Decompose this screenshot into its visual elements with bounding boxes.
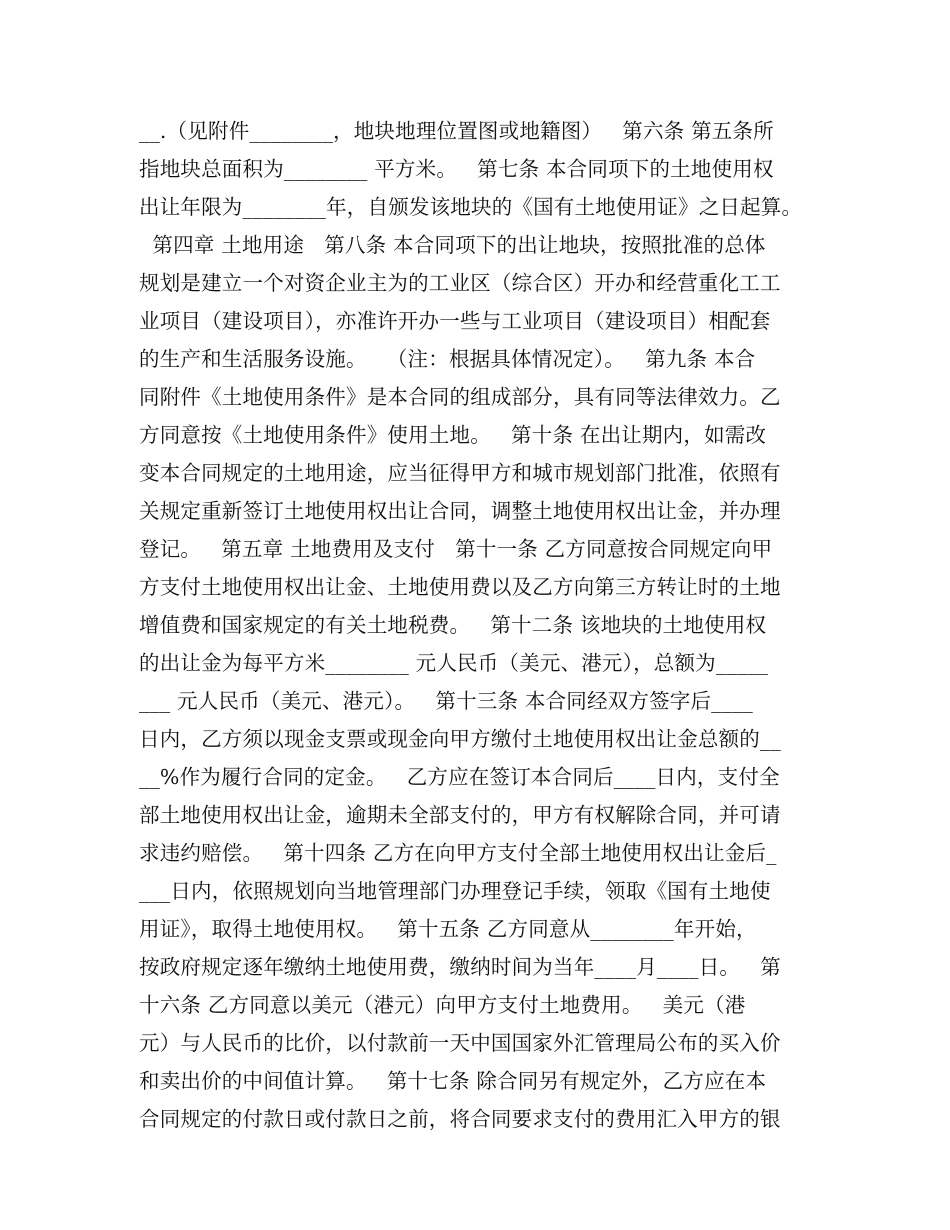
text-line: 按政府规定逐年缴纳土地使用费，缴纳时间为当年____月____日。 第 bbox=[139, 955, 781, 979]
text-line: ___日内，依照规划向当地管理部门办理登记手续，领取《国有土地使 bbox=[139, 879, 771, 903]
contract-text bbox=[139, 112, 815, 1138]
text-line: 日内，乙方须以现金支票或现金向甲方缴付土地使用权出让金总额的__ bbox=[139, 727, 781, 751]
text-line: 的出让金为每平方米________ 元人民币（美元、港元），总额为_____ bbox=[139, 651, 769, 675]
text-line: 方同意按《土地使用条件》使用土地。 第十条 在出让期内，如需改 bbox=[139, 423, 767, 447]
text-line: 十六条 乙方同意以美元（港元）向甲方支付土地费用。 美元（港 bbox=[139, 993, 746, 1017]
text-line: 规划是建立一个对资企业主为的工业区（综合区）开办和经营重化工工 bbox=[139, 271, 781, 295]
text-line: 元）与人民币的比价，以付款前一天中国国家外汇管理局公布的买入价 bbox=[139, 1031, 781, 1055]
text-line: 登记。 第五章 土地费用及支付 第十一条 乙方同意按合同规定向甲 bbox=[139, 537, 773, 561]
text-line: 合同规定的付款日或付款日之前，将合同要求支付的费用汇入甲方的银 bbox=[139, 1107, 781, 1131]
text-line: 第四章 土地用途 第八条 本合同项下的出让地块，按照批准的总体 bbox=[139, 233, 766, 257]
text-line: 和卖出价的中间值计算。 第十七条 除合同另有规定外，乙方应在本 bbox=[139, 1069, 767, 1093]
text-line: 求违约赔偿。 第十四条 乙方在向甲方支付全部土地使用权出让金后_ bbox=[139, 841, 777, 865]
text-line: 变本合同规定的土地用途，应当征得甲方和城市规划部门批准，依照有 bbox=[139, 461, 781, 485]
text-line: 关规定重新签订土地使用权出让合同，调整土地使用权出让金，并办理 bbox=[139, 499, 781, 523]
text-line: 同附件《土地使用条件》是本合同的组成部分，具有同等法律效力。乙 bbox=[139, 385, 781, 409]
text-line: 增值费和国家规定的有关土地税费。 第十二条 该地块的土地使用权 bbox=[139, 613, 767, 637]
text-line: __.（见附件________，地块地理位置图或地籍图） 第六条 第五条所 bbox=[139, 119, 774, 143]
text-line: __%作为履行合同的定金。 乙方应在签订本合同后____日内，支付全 bbox=[139, 765, 780, 789]
text-line: 出让年限为________年，自颁发该地块的《国有土地使用证》之日起算。 bbox=[139, 195, 803, 219]
text-line: 用证》，取得土地使用权。 第十五条 乙方同意从________年开始， bbox=[139, 917, 757, 941]
text-line: 部土地使用权出让金，逾期未全部支付的，甲方有权解除合同，并可请 bbox=[139, 803, 781, 827]
text-line: 指地块总面积为________ 平方米。 第七条 本合同项下的土地使用权 bbox=[139, 157, 774, 181]
text-line: 业项目（建设项目），亦准许开办一些与工业项目（建设项目）相配套 bbox=[139, 309, 771, 333]
text-line: ___ 元人民币（美元、港元）。 第十三条 本合同经双方签字后____ bbox=[139, 689, 753, 713]
text-line: 的生产和生活服务设施。 （注：根据具体情况定）。 第九条 本合 bbox=[139, 347, 756, 371]
text-line: 方支付土地使用权出让金、土地使用费以及乙方向第三方转让时的土地 bbox=[139, 575, 781, 599]
